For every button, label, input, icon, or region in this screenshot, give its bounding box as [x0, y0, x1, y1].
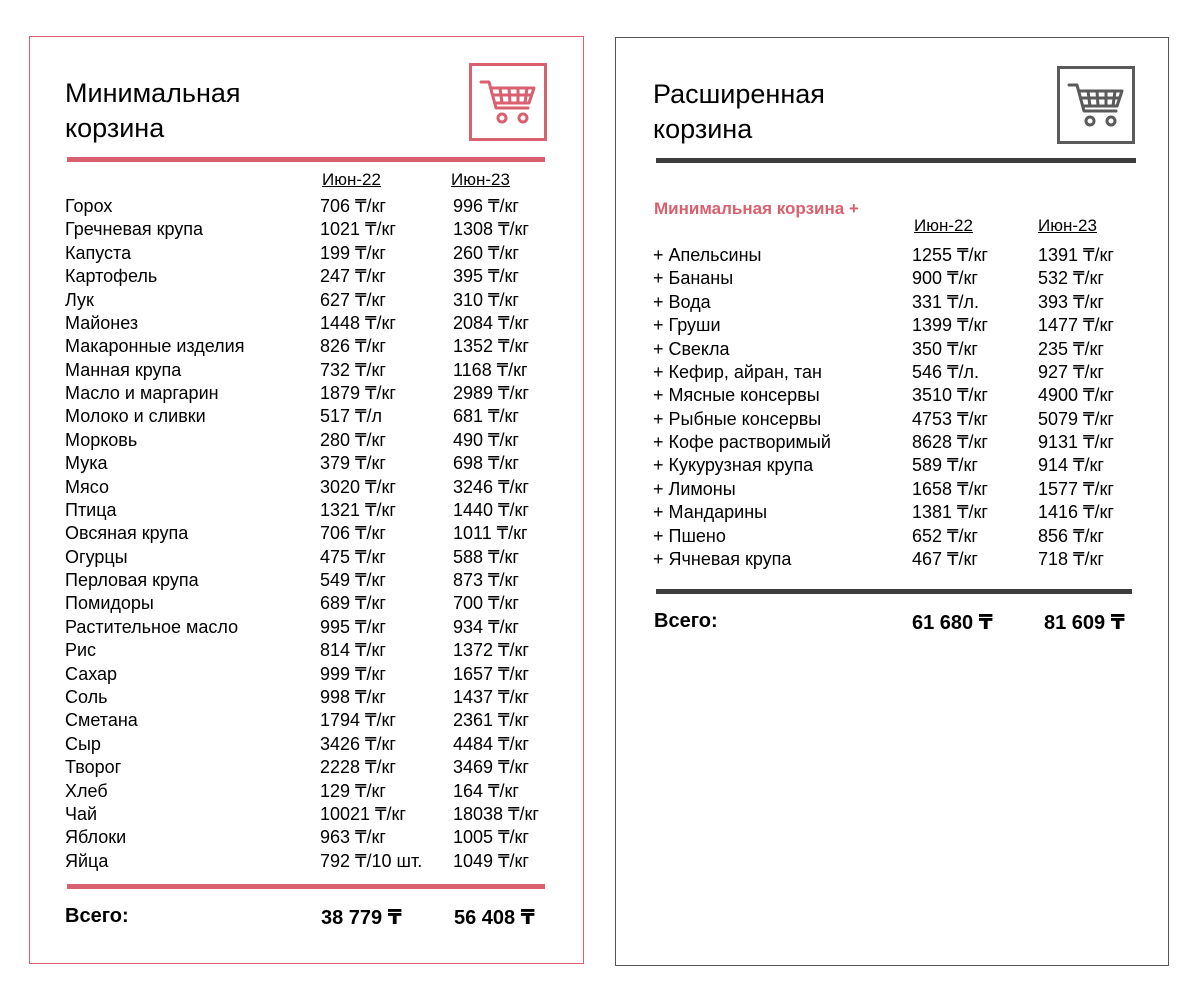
- price-jun23: 718 ₸/кг: [1038, 548, 1104, 569]
- price-jun23: 2989 ₸/кг: [453, 383, 529, 404]
- table-row: [616, 431, 1168, 454]
- price-jun23: 260 ₸/кг: [453, 242, 519, 263]
- item-name: + Груши: [653, 315, 721, 336]
- price-jun23: 1005 ₸/кг: [453, 827, 529, 848]
- title-line: корзина: [653, 114, 753, 144]
- item-name: Молоко и сливки: [65, 406, 206, 427]
- table-row: [30, 289, 583, 312]
- extended-basket-title: [653, 77, 825, 147]
- price-jun23: 532 ₸/кг: [1038, 268, 1104, 289]
- table-row: [30, 195, 583, 218]
- column-header-jun23: Июн-23: [1038, 216, 1097, 235]
- total-jun22: 38 779 ₸: [321, 907, 402, 929]
- table-row: [30, 803, 583, 826]
- table-row: [616, 408, 1168, 431]
- total-jun23: 81 609 ₸: [1044, 612, 1125, 634]
- total-label: Всего:: [65, 905, 129, 927]
- price-jun23: 395 ₸/кг: [453, 266, 519, 287]
- table-row: [616, 478, 1168, 501]
- minimal-basket-title: [65, 76, 241, 146]
- price-jun22: 1381 ₸/кг: [912, 502, 988, 523]
- price-jun22: 1794 ₸/кг: [320, 710, 396, 731]
- item-name: Огурцы: [65, 546, 128, 567]
- item-name: Майонез: [65, 312, 139, 333]
- item-name: + Ячневая крупа: [653, 548, 792, 569]
- price-jun23: 927 ₸/кг: [1038, 361, 1104, 382]
- item-name: Манная крупа: [65, 359, 182, 380]
- price-jun23: 1416 ₸/кг: [1038, 502, 1114, 523]
- table-row: [616, 501, 1168, 524]
- price-jun23: 235 ₸/кг: [1038, 338, 1104, 359]
- item-name: + Рыбные консервы: [653, 408, 822, 429]
- item-name: Лук: [65, 289, 94, 310]
- total-jun23: 56 408 ₸: [454, 907, 535, 929]
- table-row: [30, 429, 583, 452]
- table-row: [30, 242, 583, 265]
- price-jun22: 8628 ₸/кг: [912, 432, 988, 453]
- table-row: [30, 709, 583, 732]
- price-jun22: 706 ₸/кг: [320, 523, 386, 544]
- price-jun22: 1021 ₸/кг: [320, 219, 396, 240]
- price-jun22: 792 ₸/10 шт.: [320, 850, 423, 871]
- item-name: + Мандарины: [653, 502, 768, 523]
- item-name: Рис: [65, 640, 97, 661]
- item-name: Макаронные изделия: [65, 336, 245, 357]
- price-jun22: 247 ₸/кг: [320, 266, 386, 287]
- table-row: [30, 405, 583, 428]
- price-jun23: 700 ₸/кг: [453, 593, 519, 614]
- price-jun23: 698 ₸/кг: [453, 453, 519, 474]
- item-name: + Кукурузная крупа: [653, 455, 814, 476]
- price-jun23: 3246 ₸/кг: [453, 476, 529, 497]
- table-row: [30, 476, 583, 499]
- item-name: Помидоры: [65, 593, 154, 614]
- price-jun23: 1372 ₸/кг: [453, 640, 529, 661]
- item-name: + Вода: [653, 291, 711, 312]
- divider: [656, 589, 1132, 594]
- price-jun23: 490 ₸/кг: [453, 429, 519, 450]
- table-row: [616, 548, 1168, 571]
- table-row: [30, 592, 583, 615]
- divider: [67, 157, 545, 162]
- table-row: [616, 384, 1168, 407]
- price-jun23: 1308 ₸/кг: [453, 219, 529, 240]
- price-jun23: 2361 ₸/кг: [453, 710, 529, 731]
- table-row: [30, 780, 583, 803]
- price-jun22: 331 ₸/л.: [912, 291, 979, 312]
- price-jun23: 393 ₸/кг: [1038, 291, 1104, 312]
- price-jun23: 4484 ₸/кг: [453, 733, 529, 754]
- item-name: Хлеб: [65, 780, 108, 801]
- price-jun22: 1658 ₸/кг: [912, 478, 988, 499]
- table-row: [30, 826, 583, 849]
- table-row: [30, 569, 583, 592]
- price-jun22: 199 ₸/кг: [320, 242, 386, 263]
- table-row: [30, 382, 583, 405]
- item-name: Творог: [65, 757, 122, 778]
- item-name: Гречневая крупа: [65, 219, 204, 240]
- price-jun22: 3426 ₸/кг: [320, 733, 396, 754]
- price-jun22: 826 ₸/кг: [320, 336, 386, 357]
- price-jun22: 998 ₸/кг: [320, 686, 386, 707]
- title-line: Расширенная: [653, 79, 825, 109]
- column-header-jun22: Июн-22: [322, 170, 381, 189]
- price-jun23: 1657 ₸/кг: [453, 663, 529, 684]
- item-name: Мясо: [65, 476, 109, 497]
- price-jun23: 310 ₸/кг: [453, 289, 519, 310]
- item-name: Картофель: [65, 266, 158, 287]
- item-name: Соль: [65, 686, 108, 707]
- title-line: Минимальная: [65, 78, 241, 108]
- price-jun23: 681 ₸/кг: [453, 406, 519, 427]
- table-row: [616, 314, 1168, 337]
- table-row: [30, 546, 583, 569]
- price-jun22: 1255 ₸/кг: [912, 245, 988, 265]
- table-row: [30, 850, 583, 873]
- table-row: [616, 361, 1168, 384]
- item-name: Масло и маргарин: [65, 383, 219, 404]
- price-jun23: 588 ₸/кг: [453, 546, 519, 567]
- price-jun22: 999 ₸/кг: [320, 663, 386, 684]
- column-header-jun23: Июн-23: [451, 170, 510, 189]
- price-jun22: 1321 ₸/кг: [320, 499, 396, 520]
- item-name: + Лимоны: [653, 478, 736, 499]
- item-name: Сметана: [65, 710, 138, 731]
- table-row: [30, 218, 583, 241]
- price-jun22: 129 ₸/кг: [320, 780, 386, 801]
- cart-icon: [469, 63, 547, 141]
- item-name: Овсяная крупа: [65, 523, 189, 544]
- table-row: [30, 312, 583, 335]
- price-jun22: 280 ₸/кг: [320, 429, 386, 450]
- item-name: Чай: [65, 803, 98, 824]
- table-row: [30, 522, 583, 545]
- price-jun23: 4900 ₸/кг: [1038, 385, 1114, 406]
- price-jun23: 1391 ₸/кг: [1038, 245, 1114, 265]
- price-jun22: 732 ₸/кг: [320, 359, 386, 380]
- title-line: корзина: [65, 113, 165, 143]
- table-row: [30, 616, 583, 639]
- price-jun22: 350 ₸/кг: [912, 338, 978, 359]
- price-jun22: 549 ₸/кг: [320, 570, 386, 591]
- item-name: Птица: [65, 499, 117, 520]
- item-name: Яблоки: [65, 827, 127, 848]
- item-name: + Бананы: [653, 268, 734, 289]
- item-name: + Свекла: [653, 338, 730, 359]
- price-jun22: 467 ₸/кг: [912, 548, 978, 569]
- price-jun23: 1477 ₸/кг: [1038, 315, 1114, 336]
- price-jun22: 379 ₸/кг: [320, 453, 386, 474]
- item-name: Перловая крупа: [65, 570, 199, 591]
- item-name: + Кофе растворимый: [653, 432, 831, 453]
- price-jun22: 900 ₸/кг: [912, 268, 978, 289]
- item-name: + Кефир, айран, тан: [653, 361, 822, 382]
- price-jun23: 5079 ₸/кг: [1038, 408, 1114, 429]
- price-jun23: 1437 ₸/кг: [453, 686, 529, 707]
- price-jun22: 2228 ₸/кг: [320, 757, 396, 778]
- price-jun23: 164 ₸/кг: [453, 780, 519, 801]
- price-jun23: 1577 ₸/кг: [1038, 478, 1114, 499]
- price-jun22: 589 ₸/кг: [912, 455, 978, 476]
- price-jun22: 3510 ₸/кг: [912, 385, 988, 406]
- price-jun22: 10021 ₸/кг: [320, 803, 406, 824]
- table-row: [30, 359, 583, 382]
- extended-subtitle: Минимальная корзина +: [654, 199, 859, 218]
- price-jun22: 706 ₸/кг: [320, 196, 386, 216]
- price-jun23: 873 ₸/кг: [453, 570, 519, 591]
- price-jun23: 1049 ₸/кг: [453, 850, 529, 871]
- table-row: [30, 499, 583, 522]
- table-row: [616, 244, 1168, 267]
- extended-basket-card: [615, 37, 1169, 966]
- price-jun23: 9131 ₸/кг: [1038, 432, 1114, 453]
- price-jun22: 963 ₸/кг: [320, 827, 386, 848]
- price-jun22: 814 ₸/кг: [320, 640, 386, 661]
- table-row: [616, 291, 1168, 314]
- table-row: [30, 686, 583, 709]
- table-row: [30, 639, 583, 662]
- table-row: [30, 663, 583, 686]
- item-name: Сахар: [65, 663, 118, 684]
- price-jun23: 996 ₸/кг: [453, 196, 519, 216]
- table-row: [616, 525, 1168, 548]
- item-name: Мука: [65, 453, 108, 474]
- item-name: + Пшено: [653, 525, 726, 546]
- table-row: [616, 267, 1168, 290]
- price-jun23: 856 ₸/кг: [1038, 525, 1104, 546]
- price-jun22: 652 ₸/кг: [912, 525, 978, 546]
- price-jun22: 1879 ₸/кг: [320, 383, 396, 404]
- item-name: Горох: [65, 196, 113, 216]
- price-jun22: 546 ₸/л.: [912, 361, 979, 382]
- minimal-basket-card: [29, 36, 584, 964]
- total-jun22: 61 680 ₸: [912, 612, 993, 634]
- item-name: Сыр: [65, 733, 101, 754]
- table-row: [30, 265, 583, 288]
- cart-icon: [1057, 66, 1135, 144]
- price-jun22: 3020 ₸/кг: [320, 476, 396, 497]
- table-row: [30, 756, 583, 779]
- price-jun22: 4753 ₸/кг: [912, 408, 988, 429]
- table-row: [616, 338, 1168, 361]
- price-jun23: 934 ₸/кг: [453, 616, 519, 637]
- item-name: Яйца: [65, 850, 109, 871]
- price-jun22: 1448 ₸/кг: [320, 312, 396, 333]
- table-row: [30, 733, 583, 756]
- total-label: Всего:: [654, 610, 718, 632]
- price-jun22: 475 ₸/кг: [320, 546, 386, 567]
- price-jun23: 3469 ₸/кг: [453, 757, 529, 778]
- item-name: Растительное масло: [65, 616, 239, 637]
- price-jun23: 1352 ₸/кг: [453, 336, 529, 357]
- price-jun23: 18038 ₸/кг: [453, 803, 539, 824]
- price-jun23: 1168 ₸/кг: [453, 359, 528, 380]
- price-jun22: 689 ₸/кг: [320, 593, 386, 614]
- price-jun22: 517 ₸/л: [320, 406, 382, 427]
- price-jun23: 1011 ₸/кг: [453, 523, 528, 544]
- column-header-jun22: Июн-22: [914, 216, 973, 235]
- price-jun22: 627 ₸/кг: [320, 289, 386, 310]
- price-jun23: 914 ₸/кг: [1038, 455, 1104, 476]
- item-name: Морковь: [65, 429, 138, 450]
- price-jun23: 2084 ₸/кг: [453, 312, 529, 333]
- item-name: + Мясные консервы: [653, 385, 820, 406]
- table-row: [30, 335, 583, 358]
- price-jun22: 1399 ₸/кг: [912, 315, 988, 336]
- price-jun22: 995 ₸/кг: [320, 616, 386, 637]
- table-row: [616, 454, 1168, 477]
- table-row: [30, 452, 583, 475]
- item-name: + Апельсины: [653, 245, 762, 265]
- item-name: Капуста: [65, 242, 132, 263]
- divider: [67, 884, 545, 889]
- divider: [656, 158, 1136, 163]
- price-jun23: 1440 ₸/кг: [453, 499, 529, 520]
